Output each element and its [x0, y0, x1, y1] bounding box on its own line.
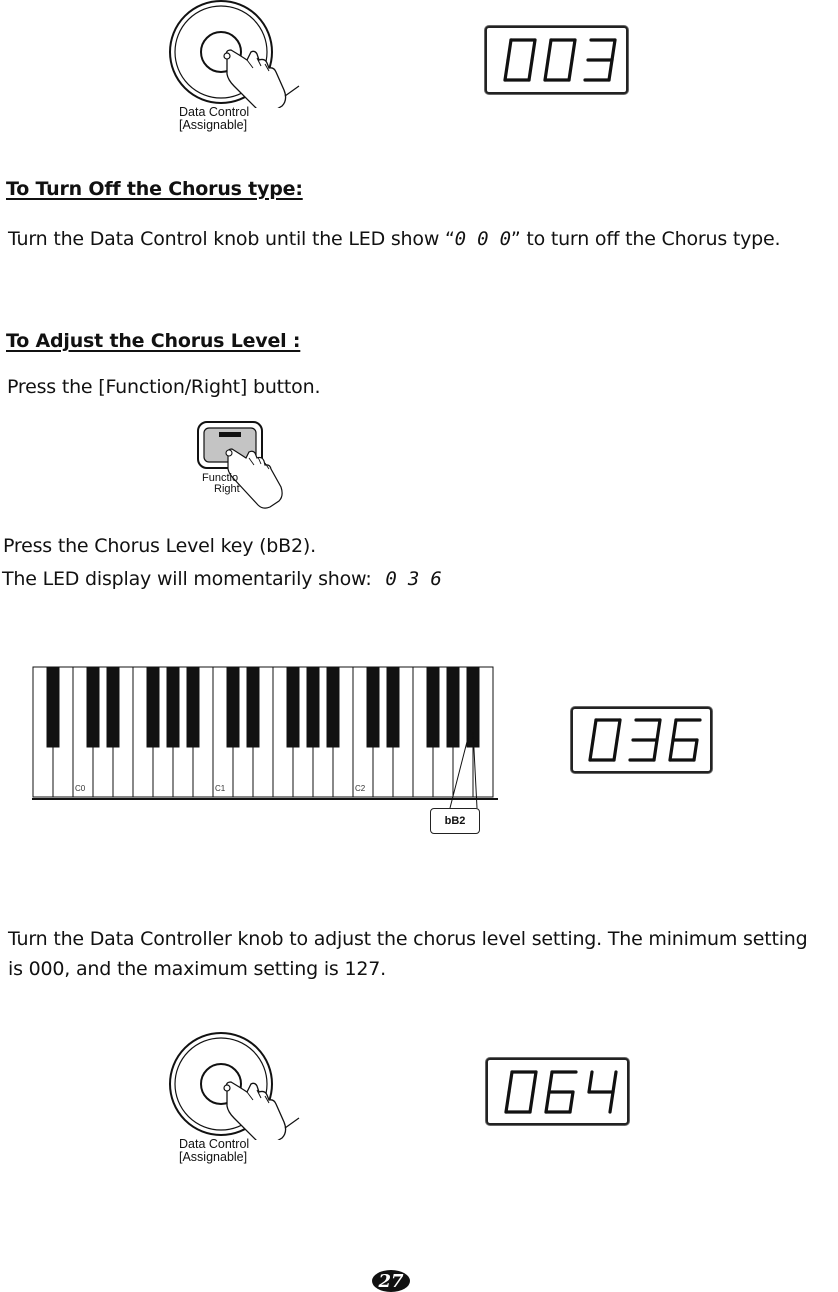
led-segment — [533, 1072, 536, 1092]
led-segment — [590, 740, 593, 760]
knob-with-hand-icon — [165, 1032, 305, 1140]
octave-label-c2: C2 — [355, 784, 366, 793]
led-segment — [617, 720, 620, 740]
led-display-bottom — [486, 1058, 629, 1125]
black-key — [307, 667, 319, 747]
adjust-step3-value: 0 3 6 — [385, 568, 442, 590]
led-digit — [545, 40, 575, 80]
led-segment — [654, 740, 657, 760]
turn-off-heading: To Turn Off the Chorus type: — [6, 178, 303, 200]
led-segment — [610, 1092, 613, 1112]
black-key — [147, 667, 159, 747]
led-segment — [614, 740, 617, 760]
function-label-line2: Right — [214, 483, 240, 495]
led-segment — [508, 40, 511, 60]
led-segment — [530, 1092, 533, 1112]
bb2-key-callout: bB2 — [430, 808, 480, 834]
led-segment — [593, 720, 596, 740]
led-segment — [589, 1072, 592, 1092]
turn-off-paragraph — [8, 224, 838, 254]
led-segment — [529, 60, 532, 80]
data-control-knob-bottom[interactable] — [165, 1032, 305, 1167]
callout-pointer — [440, 730, 480, 810]
led-segment — [613, 1072, 616, 1092]
function-label-line1: Functio — [202, 472, 239, 484]
led-segment — [572, 40, 575, 60]
led-digit — [546, 1072, 576, 1112]
knob-label-line2: [Assignable] — [179, 1150, 248, 1164]
led-segment — [546, 1092, 549, 1112]
led-segment — [670, 740, 673, 760]
black-key — [367, 667, 379, 747]
led-display-top — [485, 26, 628, 94]
black-key — [247, 667, 259, 747]
keyboard-keys — [32, 666, 498, 800]
led-segment — [506, 1092, 509, 1112]
led-digit — [506, 1072, 536, 1112]
led-segment — [509, 1072, 512, 1092]
adjust-heading: To Adjust the Chorus Level : — [6, 330, 301, 352]
black-key — [167, 667, 179, 747]
led-segment — [569, 60, 572, 80]
page-number: 27 — [372, 1270, 410, 1292]
turn-knob-paragraph: Turn the Data Controller knob to adjust the chorus level setting. The minimum setting is 000, and the maximum setting is 127. — [8, 928, 808, 980]
led-digit — [590, 720, 620, 760]
led-digit — [585, 40, 615, 80]
led-segment — [532, 40, 535, 60]
black-key — [187, 667, 199, 747]
led-segment — [548, 40, 551, 60]
button-with-hand-icon — [195, 420, 305, 510]
knob-label-line2: [Assignable] — [179, 118, 248, 132]
keyboard[interactable] — [32, 666, 498, 800]
black-key — [427, 667, 439, 747]
led-segment — [694, 740, 697, 760]
led-digit — [589, 1072, 616, 1112]
adjust-step2: Press the Chorus Level key (bB2). — [3, 535, 316, 557]
adjust-step3 — [2, 564, 442, 594]
led-digits — [488, 1060, 627, 1123]
turn-off-led-value: 0 0 0 — [454, 228, 511, 250]
black-key — [327, 667, 339, 747]
led-segment — [549, 1072, 552, 1092]
led-digit — [630, 720, 660, 760]
black-key — [227, 667, 239, 747]
octave-label-c0: C0 — [75, 784, 86, 793]
turn-off-text-before: Turn the Data Control knob until the LED show “ — [8, 228, 455, 250]
adjust-step3-text: The LED display will momentarily show: — [2, 568, 372, 590]
led-digit — [670, 720, 700, 760]
led-display-middle — [571, 707, 712, 773]
knob-label-line1: Data Control — [179, 105, 250, 119]
black-key — [107, 667, 119, 747]
led-segment — [545, 60, 548, 80]
black-key — [287, 667, 299, 747]
turn-off-text-after: ” to turn off the Chorus type. — [510, 228, 781, 250]
adjust-step1: Press the [Function/Right] button. — [7, 376, 321, 398]
knob-label-line1: Data Control — [179, 1137, 250, 1151]
octave-label-c1: C1 — [215, 784, 226, 793]
led-segment — [609, 60, 612, 80]
function-right-button[interactable] — [195, 420, 305, 510]
led-digits — [487, 28, 626, 92]
led-segment — [505, 60, 508, 80]
led-digits — [573, 709, 710, 771]
data-control-knob-top[interactable] — [165, 0, 305, 135]
black-key — [47, 667, 59, 747]
black-key — [87, 667, 99, 747]
led-digit — [505, 40, 535, 80]
black-key — [387, 667, 399, 747]
led-segment — [612, 40, 615, 60]
led-segment — [570, 1092, 573, 1112]
knob-with-hand-icon — [165, 0, 305, 108]
led-segment — [657, 720, 660, 740]
led-segment — [673, 720, 676, 740]
